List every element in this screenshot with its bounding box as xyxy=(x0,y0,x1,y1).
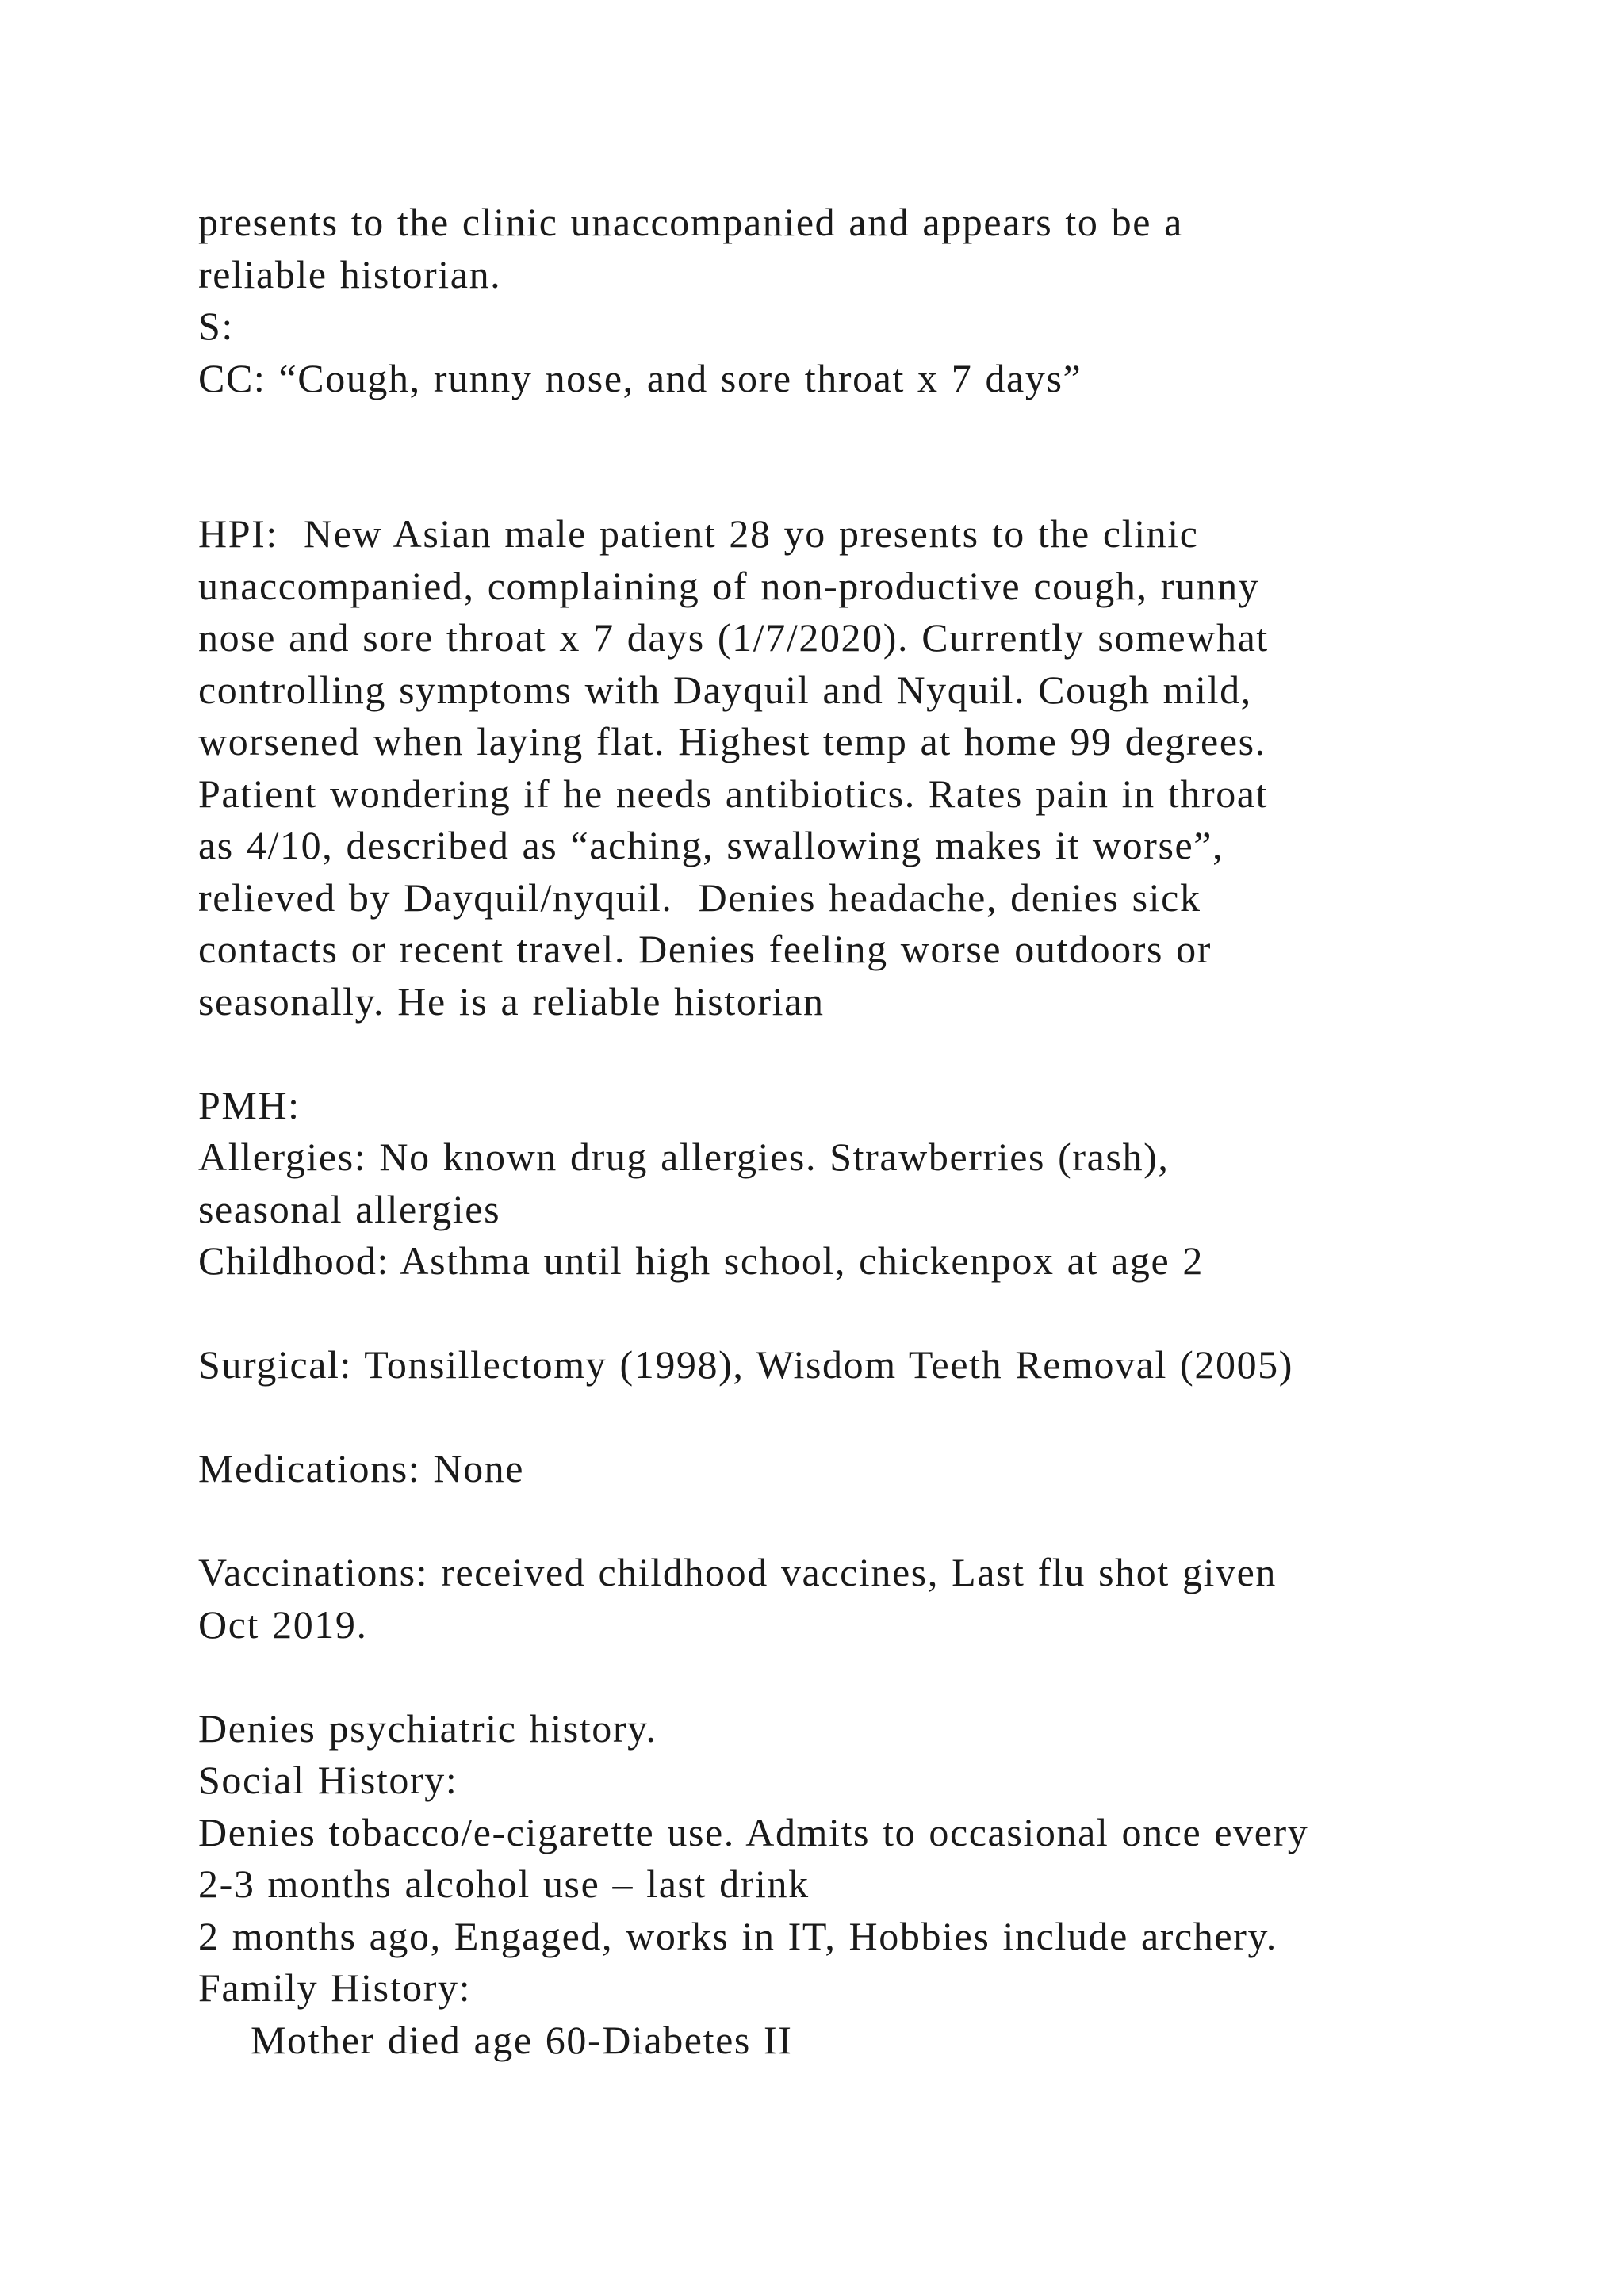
blank-line xyxy=(198,1495,1546,1548)
document-body xyxy=(198,197,1546,2066)
hpi-line: contacts or recent travel. Denies feeling worse outdoors or xyxy=(198,927,1212,971)
hpi-line: as 4/10, described as “aching, swallowing makes it worse”, xyxy=(198,823,1224,867)
blank-line xyxy=(198,1391,1546,1444)
childhood-line: Childhood: Asthma until high school, chickenpox at age 2 xyxy=(198,1238,1204,1283)
blank-line xyxy=(198,1288,1546,1340)
social-history-line: 2-3 months alcohol use – last drink xyxy=(198,1862,810,1906)
section-label-social-history: Social History: xyxy=(198,1758,458,1802)
social-history-line: Denies tobacco/e-cigarette use. Admits to occasional once every xyxy=(198,1809,1309,1854)
family-history-line: Mother died age 60-Diabetes II xyxy=(251,2017,793,2062)
social-history-line: 2 months ago, Engaged, works in IT, Hobbies include archery. xyxy=(198,1913,1277,1958)
hpi-line: worsened when laying flat. Highest temp at home 99 degrees. xyxy=(198,719,1266,763)
section-label-family-history: Family History: xyxy=(198,1965,472,2010)
text-line: presents to the clinic unaccompanied and appears to be a xyxy=(198,200,1183,244)
surgical-line: Surgical: Tonsillectomy (1998), Wisdom Teeth Removal (2005) xyxy=(198,1342,1294,1387)
hpi-line: seasonally. He is a reliable historian xyxy=(198,978,825,1024)
section-label-pmh: PMH: xyxy=(198,1082,301,1127)
hpi-line: Patient wondering if he needs antibiotics. Rates pain in throat xyxy=(198,771,1269,816)
hpi-line: HPI: New Asian male patient 28 yo presents to the clinic xyxy=(198,511,1199,556)
allergies-line: seasonal allergies xyxy=(198,1186,501,1231)
blank-line xyxy=(198,1651,1546,1703)
blank-line xyxy=(198,457,1546,509)
psychiatric-history-line: Denies psychiatric history. xyxy=(198,1705,657,1751)
text-line: reliable historian. xyxy=(198,251,502,297)
section-label-subjective: S: xyxy=(198,304,234,348)
medications-line: Medications: None xyxy=(198,1446,525,1490)
hpi-line: relieved by Dayquil/nyquil. Denies headache, denies sick xyxy=(198,874,1201,920)
hpi-line: nose and sore throat x 7 days (1/7/2020). Currently somewhat xyxy=(198,615,1269,660)
allergies-line: Allergies: No known drug allergies. Strawberries (rash), xyxy=(198,1135,1170,1179)
blank-line xyxy=(198,1027,1546,1080)
vaccinations-line: Oct 2019. xyxy=(198,1601,368,1647)
hpi-line: controlling symptoms with Dayquil and Nyquil. Cough mild, xyxy=(198,667,1252,712)
vaccinations-line: Vaccinations: received childhood vaccines, Last flu shot given xyxy=(198,1550,1277,1594)
chief-complaint: CC: “Cough, runny nose, and sore throat x 7 days” xyxy=(198,355,1082,400)
blank-line xyxy=(198,404,1546,457)
hpi-line: unaccompanied, complaining of non-productive cough, runny xyxy=(198,563,1260,608)
